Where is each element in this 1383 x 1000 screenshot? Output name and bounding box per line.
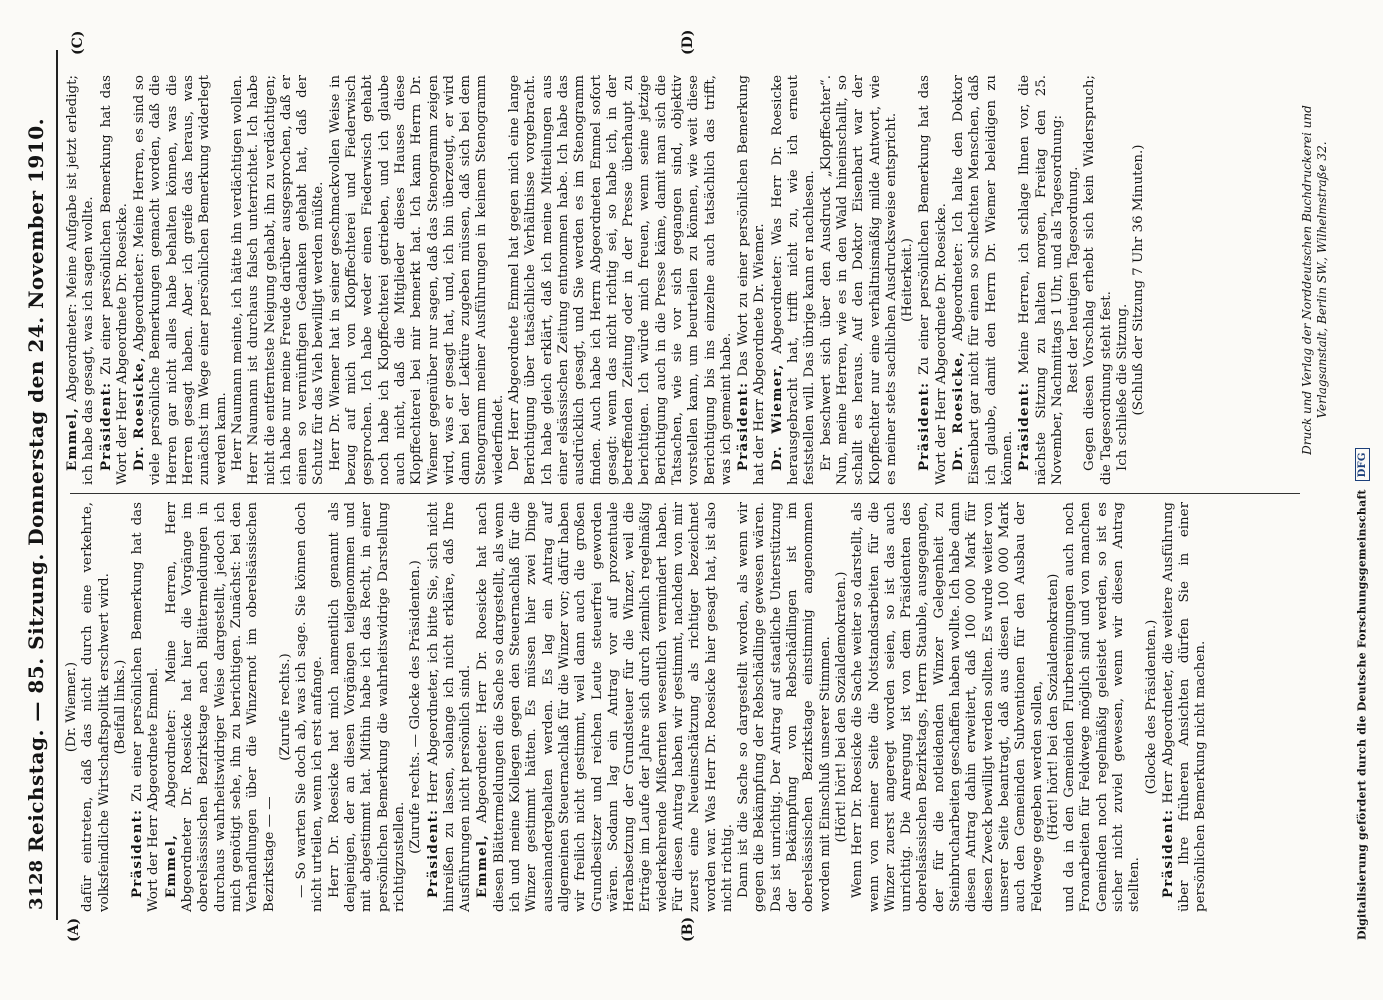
speech-text: Zu einer persönlichen Bemerkung hat das Wort der Herr Abgeordnete Dr. Roesicke. xyxy=(917,75,949,485)
reaction: (Heiterkeit.) xyxy=(900,238,916,322)
agenda-item: Rest der heutigen Tagesordnung. xyxy=(1066,166,1082,394)
paragraph: Ich schließe die Sitzung. xyxy=(1115,303,1130,471)
paragraph xyxy=(64,75,98,485)
paragraph xyxy=(129,502,163,912)
funding-note xyxy=(1355,448,1370,940)
right-column xyxy=(64,75,1148,485)
speaker-name: Präsident: xyxy=(916,381,933,471)
paragraph xyxy=(163,502,278,912)
paragraph: Herr Dr. Wiemer hat in seiner geschmackvollen Weise in bezug auf mich von Klopffechterei und Fiederwisch gesprochen. Ich habe weder einen Fiederwisch gehabt noch habe ich Klopffechterei getrieben, und ich glaube auch nicht, daß die Mitglieder dieses Hauses diese Klopffechterei bei mir bemerkt hat. Ich kann Herrn Dr. Wiemer gegenüber nur sagen, daß das Stenogramm zeigen wird, was er gesagt hat, und, ich bin überzeugt, er wird dann bei der Lektüre zugeben müssen, daß sich bei dem Stenogramm meiner Ausführungen in keinem Stenogramm wiederfindet. xyxy=(327,75,506,485)
paragraph xyxy=(735,75,769,485)
paragraph xyxy=(98,75,132,485)
paragraph: Er beschwert sich über den Ausdruck „Klopffechter“. Nun, meine Herren, wie es in den Wald hineinschallt, so schallt es heraus. Auf den Doktor Eisenbart war der Klopffechter nur eine verhältnismäßig milde Antwort, wie es meiner stets sachlichen Ausdrucksweise entspricht. xyxy=(818,75,899,485)
speech-text: Abgeordneter: Meine Herren, es sind so viele persönliche Bemerkungen gemacht worden, daß die Herren gar nicht alles habe behalten können, was die Herren gesagt haben. Aber ich greife das heraus, was zunächst im Wege einer persönlichen Bemerkung widerlegt werden kann. xyxy=(132,75,229,485)
paragraph: und da in den Gemeinden Flurbereinigungen auch noch Fronarbeiten für Feldwege möglich sind und von manchen Gemeinden noch regelmäßig geleistet werden, so ist es sicher nicht zuviel gewesen, wenn wir diesen Antrag stellten. xyxy=(1062,502,1143,912)
speaker-name: Emmel, xyxy=(474,833,491,898)
speech-text: Abgeordneter: Meine Aufgabe ist jetzt erledigt; ich habe das gesagt, was ich sagen wollte. xyxy=(65,74,97,485)
paragraph xyxy=(950,75,1016,485)
page-number: 3128 xyxy=(26,859,47,910)
speaker-name: Dr. Wiemer, xyxy=(768,363,785,471)
speech-text: Abgeordneter: Herr Dr. Roesicke hat nach diesen Blättermeldungen die Sache so dargestellt, als wenn ich und meine Kollegen gegen den Steuernachlaß für die Winzer gestimmt hätten. Es müssen hier zwei Dinge auseinandergehalten werden. Es lag ein Antrag auf allgemeinen Steuernachlaß für die Winzer vor; dafür haben wir freilich nicht gestimmt, weil dann auch die großen Grundbesitzer und reichen Leute steuerfrei geworden wären. Sodann lag ein Antrag vor auf prozentuale Herabsetzung der Grundsteuer für die Winzer, weil die Erträge im Laufe der Jahre sich durch ziemlich regelmäßig wiederkehrende Mißernten wesentlich vermindert haben. Für diesen Antrag haben wir gestimmt, nachdem von mir zuerst eine Neueinschätzung als richtiger bezeichnet worden war. Was Herr Dr. Roesicke hier gesagt hat, ist also nicht richtig. xyxy=(475,502,735,912)
speaker-name: Präsident: xyxy=(97,381,114,471)
margin-mark-d: (D) xyxy=(680,29,696,55)
paragraph: Der Herr Abgeordnete Emmel hat gegen mich eine lange Berichtigung über tatsächliche Verhältnisse vorgebracht. Ich habe gleich erklärt, daß ich meine Mitteilungen aus einer elsässischen Zeitung entnommen habe. Ich habe das ausdrücklich gesagt, und Sie werden es im Stenogramm finden. Auch habe ich Herrn Abgeordneten Emmel sofort gesagt: wenn das nicht richtig sei, so habe ich, in der betreffenden Zeitung oder in der Presse überhaupt zu berichtigen. Ich würde mich freuen, wenn seine jetzige Berichtigung auch in die Presse käme, damit man sich die Tatsachen, wie sie vor sich gegangen sind, objektiv vorstellen kann, um beurteilen zu können, wie weit diese Berichtigung bis ins einzelne auch tatsächlich das trifft, was ich gemeint habe. xyxy=(507,75,734,485)
speaker-name: Präsident: xyxy=(735,381,752,471)
speech-text: Herr Abgeordneter, ich bitte Sie, sich nicht hinreißen zu lassen, solange ich nicht erkläre, daß Ihre Ausführungen nicht persönlich sind. xyxy=(425,501,474,912)
reaction: (Beifall links.) xyxy=(112,659,128,755)
speech-text: Herr Abgeordneter, die weitere Ausführung über Ihre früheren Ansichten dürfen Sie in einer persönlichen Bemerkung nicht machen. xyxy=(1160,502,1209,912)
paragraph: Dann ist die Sache so dargestellt worden, als wenn wir gegen die Bekämpfung der Rebschädlinge gewesen wären. Das ist unrichtig. Der Antrag auf staatliche Unterstützung der Bekämpfung von Rebschädlingen ist im oberelsässischen Bezirkstage einstimmig angenommen worden mit Einschluß unserer Stimmen. xyxy=(736,502,833,912)
paragraph xyxy=(474,502,736,912)
speech-text: Das Wort zu einer persönlichen Bemerkung hat der Herr Abgeordnete Dr. Wiemer. xyxy=(736,75,768,485)
header-rule xyxy=(56,50,58,920)
paragraph xyxy=(131,75,230,485)
paragraph: — So warten Sie doch ab, was ich sage. Sie können doch nicht urteilen, wenn ich erst anfange. xyxy=(294,502,326,912)
speaker-name: Präsident: xyxy=(1159,808,1176,898)
paragraph xyxy=(916,75,950,485)
margin-mark-a: (A) xyxy=(66,917,82,942)
speech-text: Meine Herren, ich schlage Ihnen vor, die nächste Sitzung zu halten morgen, Freitag den 25. November, Nachmittags 1 Uhr, und als Tagesordnung: xyxy=(1017,75,1065,485)
paragraph xyxy=(1016,75,1066,485)
speaker-name: Präsident: xyxy=(424,808,441,898)
speech-text: Zu einer persönlichen Bemerkung hat das Wort der Herr Abgeordnete Dr. Roesicke. xyxy=(98,75,130,485)
paragraph: dafür eintreten, daß das nicht durch eine verkehrte, volksfeindliche Wirtschaftspolitik erschwert wird. xyxy=(80,502,112,912)
speaker-name: Dr. Roesicke, xyxy=(950,351,967,471)
page-title: Reichstag. — 85. Sitzung. Donnerstag den 24. November 1910. xyxy=(24,117,48,853)
page-header xyxy=(20,60,60,910)
paragraph xyxy=(769,75,819,485)
imprint: Druck und Verlag der Norddeutschen Buchdruckerei und Verlagsanstalt, Berlin SW., Wilhelmstraße 32. xyxy=(1300,105,1329,455)
paragraph xyxy=(1160,502,1210,912)
speaker-name: Emmel, xyxy=(162,833,179,898)
reaction: (Hört! hört! bei den Sozialdemokraten) xyxy=(1045,573,1061,841)
margin-mark-b: (B) xyxy=(680,916,696,942)
speech-text: Abgeordneter: Ich halte den Doktor Eisenbart gar nicht für einen so schlechten Menschen, daß ich glaube, damit den Herrn Dr. Wiemer beleidigen zu können. xyxy=(951,75,1015,485)
reaction: (Glocke des Präsidenten.) xyxy=(1143,619,1159,795)
reaction: (Schluß der Sitzung 7 Uhr 36 Minuten.) xyxy=(1131,144,1147,416)
paragraph: Gegen diesen Vorschlag erhebt sich kein Widerspruch; die Tagesordnung steht fest. xyxy=(1082,75,1114,485)
margin-mark-c: (C) xyxy=(70,30,86,55)
reaction: (Hört! hört! bei den Sozialdemokraten.) xyxy=(833,571,849,843)
left-column xyxy=(64,502,1210,912)
speech-text: Zu einer persönlichen Bemerkung hat das Wort der Herr Abgeordnete Emmel. xyxy=(130,502,162,912)
reaction: (Zurufe rechts.) xyxy=(277,653,293,761)
speech-text: Abgeordneter: Was Herr Dr. Roesicke herausgebracht hat, trifft nicht zu, wie ich erneut feststellen will. Das übrige kann er nachlesen. xyxy=(769,75,818,485)
dfg-logo: DFG xyxy=(1355,448,1370,481)
speaker-name: Dr. Roesicke, xyxy=(131,356,148,471)
funding-text: Digitalisierung gefördert durch die Deutsche Forschungsgemeinschaft xyxy=(1355,489,1369,940)
paragraph: Wenn Herr Dr. Roesicke die Sache weiter so darstellt, als wenn von meiner Seite die Notstandsarbeiten für die Winzer zuerst angeregt worden seien, so ist das auch unrichtig. Die Anregung ist von dem Präsidenten des oberelsässischen Bezirkstags, Herrn Stauble, ausgegangen, der für die notleidenden Winzer Gelegenheit zu Steinbrucharbeiten geschaffen haben wollte. Ich habe dann diesen Antrag dahin erweitert, daß 100 000 Mark für diesen Zweck bewilligt werden sollten. Es wurde weiter von unserer Seite beantragt, daß aus diesen 100 000 Mark auch den Gemeinden Subventionen für den Ausbau der Feldwege gegeben werden sollen, xyxy=(850,502,1045,912)
speech-text: Abgeordneter: Meine Herren, Herr Abgeordneter Dr. Roesicke hat hier die Vorgänge im oberelsässischen Bezirkstage nach Blättermeldungen in durchaus wahrheitswidriger Weise dargestellt, jedoch ich mich genötigt sehe, ihn zu berichtigen. Zunächst: bei den Verhandlungen über die Winzernot im oberelsässischen Bezirkstage — — xyxy=(163,502,277,912)
column-divider xyxy=(70,493,1300,494)
speaker-name: Emmel, xyxy=(64,406,80,471)
reaction: (Zurufe rechts. — Glocke des Präsidenten.) xyxy=(408,560,424,854)
paragraph xyxy=(425,502,475,912)
speaker-name: Präsident: xyxy=(1016,381,1033,471)
paragraph: Herr Naumann meinte, ich hätte ihn verdächtigen wollen. Herr Naumann ist durchaus falsch unterrichtet. Ich habe nicht die entfernteste Neigung gehabt, ihn zu verdächtigen; ich habe nur meine Freude darüber ausgesprochen, daß er einen so vernünftigen Gedanken gehabt hat, daß der Schutz für das Vieh bewilligt werden müßte. xyxy=(229,75,327,485)
speaker-note: (Dr. Wiemer.) xyxy=(64,661,79,753)
paragraph: Herr Dr. Roesicke hat mich namentlich genannt als denjenigen, der an diesen Vorgängen teilgenommen und mit abgestimmt hat. Mithin habe ich das Recht, in einer persönlichen Bemerkung die wahrheitswidrige Darstellung richtigzustellen. xyxy=(326,502,407,912)
speaker-name: Präsident: xyxy=(129,808,146,898)
